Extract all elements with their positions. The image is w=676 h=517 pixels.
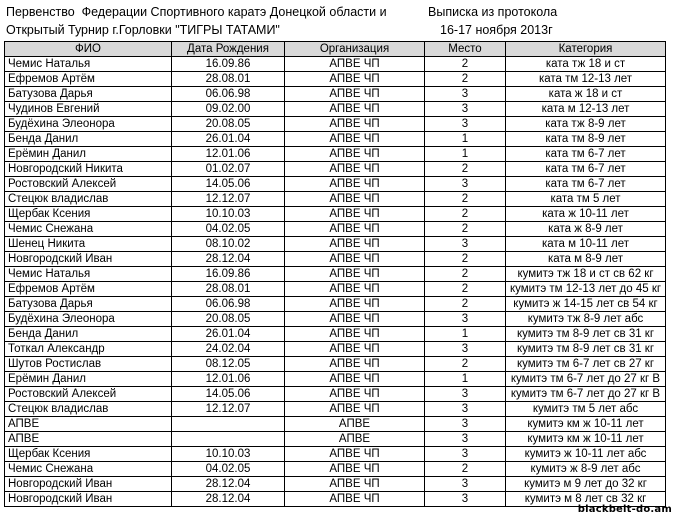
cell-category: кумитэ ж 8-9 лет абс	[506, 462, 666, 477]
cell-organization: АПВЕ ЧП	[285, 177, 425, 192]
table-row	[5, 207, 666, 222]
table-row	[5, 87, 666, 102]
table-row	[5, 57, 666, 72]
table-row	[5, 267, 666, 282]
cell-place: 1	[425, 372, 506, 387]
cell-birthdate: 08.12.05	[172, 357, 285, 372]
cell-place: 3	[425, 402, 506, 417]
table-row	[5, 297, 666, 312]
cell-name: Бенда Данил	[5, 327, 172, 342]
table-header-row	[5, 42, 666, 57]
cell-name: Шутов Ростислав	[5, 357, 172, 372]
cell-place: 2	[425, 192, 506, 207]
cell-birthdate: 28.08.01	[172, 72, 285, 87]
cell-category: ката м 12-13 лет	[506, 102, 666, 117]
cell-place: 3	[425, 102, 506, 117]
cell-organization: АПВЕ ЧП	[285, 282, 425, 297]
cell-birthdate: 24.02.04	[172, 342, 285, 357]
cell-birthdate	[172, 432, 285, 447]
cell-category: ката тм 12-13 лет	[506, 72, 666, 87]
cell-place: 3	[425, 237, 506, 252]
table-row	[5, 447, 666, 462]
cell-birthdate: 16.09.86	[172, 267, 285, 282]
cell-name: АПВЕ	[5, 432, 172, 447]
results-table	[4, 41, 666, 507]
cell-birthdate: 28.12.04	[172, 477, 285, 492]
cell-birthdate: 14.05.06	[172, 177, 285, 192]
cell-name: Чемис Снежана	[5, 222, 172, 237]
cell-name: Тоткал Александр	[5, 342, 172, 357]
table-row	[5, 312, 666, 327]
cell-place: 2	[425, 357, 506, 372]
cell-place: 3	[425, 177, 506, 192]
table-row	[5, 342, 666, 357]
cell-place: 3	[425, 447, 506, 462]
cell-name: АПВЕ	[5, 417, 172, 432]
cell-organization: АПВЕ ЧП	[285, 357, 425, 372]
cell-category: кумитэ тм 12-13 лет до 45 кг	[506, 282, 666, 297]
protocol-title-line1: Первенство Федерации Спортивного каратэ Донецкой области и	[6, 5, 387, 19]
cell-organization: АПВЕ ЧП	[285, 207, 425, 222]
cell-organization: АПВЕ ЧП	[285, 447, 425, 462]
cell-organization: АПВЕ	[285, 417, 425, 432]
cell-organization: АПВЕ ЧП	[285, 72, 425, 87]
protocol-extract-label: Выписка из протокола	[428, 5, 558, 19]
cell-organization: АПВЕ ЧП	[285, 327, 425, 342]
cell-name: Будёхина Элеонора	[5, 117, 172, 132]
cell-place: 3	[425, 432, 506, 447]
cell-birthdate: 08.10.02	[172, 237, 285, 252]
cell-birthdate: 28.12.04	[172, 252, 285, 267]
cell-place: 3	[425, 492, 506, 507]
cell-category: кумитэ км ж 10-11 лет	[506, 417, 666, 432]
cell-place: 3	[425, 87, 506, 102]
cell-birthdate: 16.09.86	[172, 57, 285, 72]
table-row	[5, 492, 666, 507]
cell-birthdate: 10.10.03	[172, 207, 285, 222]
cell-name: Стецюк владислав	[5, 402, 172, 417]
cell-category: кумитэ ж 10-11 лет абс	[506, 447, 666, 462]
cell-name: Щербак Ксения	[5, 447, 172, 462]
cell-place: 2	[425, 282, 506, 297]
cell-category: кумитэ тм 5 лет абс	[506, 402, 666, 417]
column-header-place: Место	[425, 42, 506, 57]
cell-place: 3	[425, 477, 506, 492]
column-header-organization: Организация	[285, 42, 425, 57]
cell-organization: АПВЕ ЧП	[285, 117, 425, 132]
cell-name: Ерёмин Данил	[5, 372, 172, 387]
cell-name: Батузова Дарья	[5, 297, 172, 312]
cell-place: 2	[425, 267, 506, 282]
table-row	[5, 252, 666, 267]
cell-name: Щербак Ксения	[5, 207, 172, 222]
cell-birthdate: 26.01.04	[172, 132, 285, 147]
cell-category: кумитэ ж 14-15 лет св 54 кг	[506, 297, 666, 312]
table-row	[5, 177, 666, 192]
cell-name: Батузова Дарья	[5, 87, 172, 102]
cell-name: Новгородский Иван	[5, 252, 172, 267]
cell-category: кумитэ км ж 10-11 лет	[506, 432, 666, 447]
cell-name: Ефремов Артём	[5, 72, 172, 87]
cell-place: 1	[425, 147, 506, 162]
cell-birthdate: 14.05.06	[172, 387, 285, 402]
cell-birthdate: 12.12.07	[172, 402, 285, 417]
cell-birthdate: 12.12.07	[172, 192, 285, 207]
table-row	[5, 72, 666, 87]
cell-birthdate: 26.01.04	[172, 327, 285, 342]
cell-organization: АПВЕ ЧП	[285, 267, 425, 282]
table-row	[5, 192, 666, 207]
cell-category: ката тм 8-9 лет	[506, 132, 666, 147]
table-row	[5, 237, 666, 252]
cell-category: ката ж 8-9 лет	[506, 222, 666, 237]
cell-name: Новгородский Иван	[5, 492, 172, 507]
cell-birthdate	[172, 417, 285, 432]
cell-birthdate: 28.12.04	[172, 492, 285, 507]
cell-category: ката тж 8-9 лет	[506, 117, 666, 132]
cell-category: ката тм 6-7 лет	[506, 177, 666, 192]
table-row	[5, 117, 666, 132]
cell-name: Шенец Никита	[5, 237, 172, 252]
cell-category: кумитэ тм 6-7 лет до 27 кг В	[506, 387, 666, 402]
cell-birthdate: 10.10.03	[172, 447, 285, 462]
cell-category: ката ж 10-11 лет	[506, 207, 666, 222]
cell-place: 2	[425, 297, 506, 312]
cell-place: 2	[425, 57, 506, 72]
cell-name: Ефремов Артём	[5, 282, 172, 297]
table-row	[5, 357, 666, 372]
table-row	[5, 387, 666, 402]
cell-organization: АПВЕ ЧП	[285, 492, 425, 507]
cell-name: Чемис Наталья	[5, 57, 172, 72]
protocol-date: 16-17 ноября 2013г	[440, 23, 553, 37]
cell-place: 3	[425, 117, 506, 132]
table-row	[5, 372, 666, 387]
cell-name: Будёхина Элеонора	[5, 312, 172, 327]
cell-organization: АПВЕ ЧП	[285, 87, 425, 102]
cell-birthdate: 12.01.06	[172, 372, 285, 387]
cell-organization: АПВЕ ЧП	[285, 102, 425, 117]
column-header-name: ФИО	[5, 42, 172, 57]
table-row	[5, 132, 666, 147]
cell-place: 2	[425, 222, 506, 237]
table-row	[5, 462, 666, 477]
cell-place: 2	[425, 462, 506, 477]
cell-organization: АПВЕ ЧП	[285, 237, 425, 252]
cell-organization: АПВЕ ЧП	[285, 252, 425, 267]
cell-organization: АПВЕ ЧП	[285, 57, 425, 72]
cell-name: Чемис Снежана	[5, 462, 172, 477]
cell-organization: АПВЕ ЧП	[285, 132, 425, 147]
cell-name: Стецюк владислав	[5, 192, 172, 207]
cell-organization: АПВЕ ЧП	[285, 312, 425, 327]
column-header-birthdate: Дата Рождения	[172, 42, 285, 57]
cell-name: Новгородский Иван	[5, 477, 172, 492]
watermark-logo: blackbelt-do.am	[577, 504, 672, 515]
cell-birthdate: 28.08.01	[172, 282, 285, 297]
cell-birthdate: 12.01.06	[172, 147, 285, 162]
table-row	[5, 102, 666, 117]
cell-organization: АПВЕ ЧП	[285, 147, 425, 162]
cell-category: кумитэ тм 8-9 лет св 31 кг	[506, 327, 666, 342]
cell-birthdate: 06.06.98	[172, 297, 285, 312]
cell-category: ката ж 18 и ст	[506, 87, 666, 102]
table-row	[5, 477, 666, 492]
table-row	[5, 432, 666, 447]
cell-name: Новгородский Никита	[5, 162, 172, 177]
cell-category: кумитэ тж 8-9 лет абс	[506, 312, 666, 327]
cell-place: 3	[425, 387, 506, 402]
cell-category: ката м 10-11 лет	[506, 237, 666, 252]
protocol-title-line2: Открытый Турнир г.Горловки "ТИГРЫ ТАТАМИ"	[6, 23, 280, 37]
cell-place: 1	[425, 132, 506, 147]
cell-organization: АПВЕ ЧП	[285, 462, 425, 477]
cell-organization: АПВЕ ЧП	[285, 372, 425, 387]
table-row	[5, 327, 666, 342]
cell-place: 2	[425, 207, 506, 222]
cell-birthdate: 20.08.05	[172, 117, 285, 132]
cell-organization: АПВЕ ЧП	[285, 342, 425, 357]
cell-organization: АПВЕ ЧП	[285, 477, 425, 492]
cell-category: ката тм 5 лет	[506, 192, 666, 207]
cell-place: 2	[425, 252, 506, 267]
cell-place: 3	[425, 312, 506, 327]
cell-place: 3	[425, 417, 506, 432]
cell-name: Ростовский Алексей	[5, 387, 172, 402]
cell-place: 2	[425, 72, 506, 87]
cell-organization: АПВЕ ЧП	[285, 402, 425, 417]
cell-category: кумитэ тм 8-9 лет св 31 кг	[506, 342, 666, 357]
table-row	[5, 282, 666, 297]
table-row	[5, 222, 666, 237]
cell-birthdate: 04.02.05	[172, 222, 285, 237]
cell-organization: АПВЕ ЧП	[285, 222, 425, 237]
cell-organization: АПВЕ ЧП	[285, 297, 425, 312]
table-row	[5, 417, 666, 432]
cell-name: Чемис Наталья	[5, 267, 172, 282]
cell-category: кумитэ тм 6-7 лет до 27 кг В	[506, 372, 666, 387]
cell-birthdate: 01.02.07	[172, 162, 285, 177]
cell-birthdate: 20.08.05	[172, 312, 285, 327]
cell-name: Чудинов Евгений	[5, 102, 172, 117]
cell-name: Ерёмин Данил	[5, 147, 172, 162]
cell-category: кумитэ тж 18 и ст св 62 кг	[506, 267, 666, 282]
cell-category: кумитэ тм 6-7 лет св 27 кг	[506, 357, 666, 372]
cell-category: кумитэ м 8 лет св 32 кг	[506, 492, 666, 507]
cell-place: 2	[425, 162, 506, 177]
cell-category: ката м 8-9 лет	[506, 252, 666, 267]
cell-name: Ростовский Алексей	[5, 177, 172, 192]
table-row	[5, 147, 666, 162]
table-body	[5, 57, 666, 507]
cell-birthdate: 06.06.98	[172, 87, 285, 102]
cell-birthdate: 04.02.05	[172, 462, 285, 477]
cell-place: 3	[425, 342, 506, 357]
cell-category: ката тж 18 и ст	[506, 57, 666, 72]
cell-organization: АПВЕ ЧП	[285, 387, 425, 402]
cell-organization: АПВЕ ЧП	[285, 192, 425, 207]
column-header-category: Категория	[506, 42, 666, 57]
cell-organization: АПВЕ ЧП	[285, 162, 425, 177]
table-row	[5, 402, 666, 417]
cell-category: ката тм 6-7 лет	[506, 147, 666, 162]
cell-name: Бенда Данил	[5, 132, 172, 147]
cell-birthdate: 09.02.00	[172, 102, 285, 117]
table-row	[5, 162, 666, 177]
cell-organization: АПВЕ	[285, 432, 425, 447]
cell-category: ката тм 6-7 лет	[506, 162, 666, 177]
cell-place: 1	[425, 327, 506, 342]
cell-category: кумитэ м 9 лет до 32 кг	[506, 477, 666, 492]
